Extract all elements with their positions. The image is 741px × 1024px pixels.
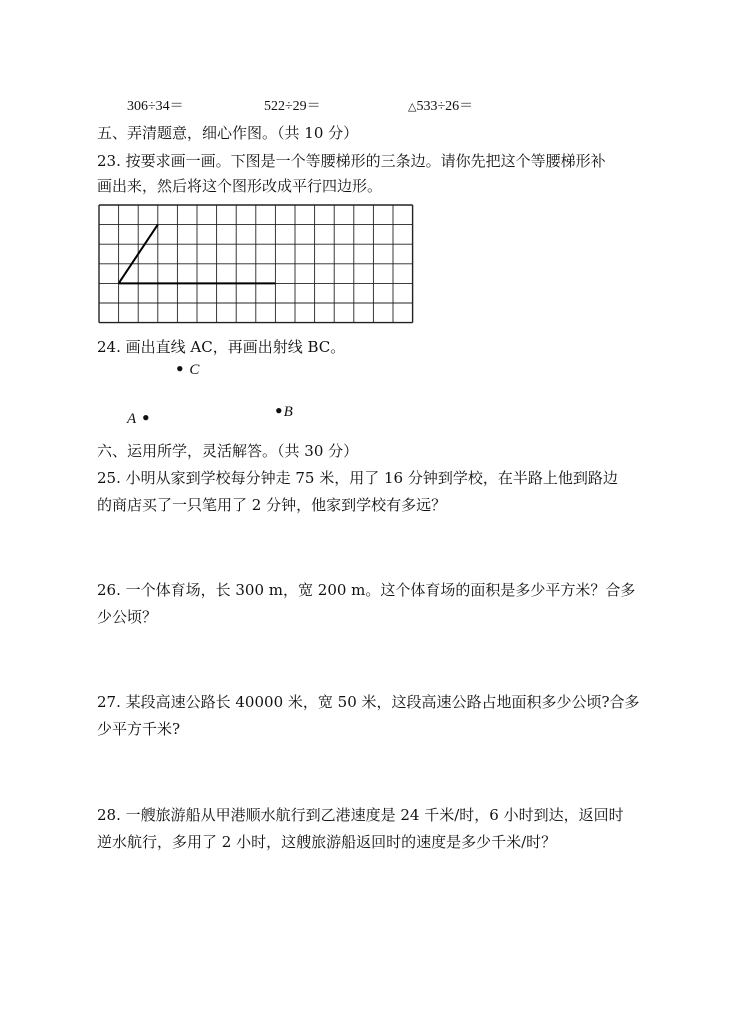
calc-522-div-29: 522÷29＝ (264, 99, 321, 114)
point-b-label: B (283, 404, 293, 420)
point-c (175, 360, 199, 379)
grid-drawing-area[interactable] (97, 203, 415, 327)
section5-title: 五、弄清题意，细心作图。（共 10 分） (97, 124, 359, 142)
q25-text-line1: 25. 小明从家到学校每分钟走 75 米，用了 16 分钟到学校，在半路上他到路边 (97, 469, 618, 487)
point-c-dot: • (175, 360, 185, 378)
q26-text-line1: 26. 一个体育场，长 300 m，宽 200 m。这个体育场的面积是多少平方米？合多 (97, 581, 636, 599)
q27-text-line2: 少平方千米? (97, 720, 181, 738)
q25-text-line2: 的商店买了一只笔用了 2 分钟，他家到学校有多远？ (97, 496, 447, 514)
q28-text-line1: 28. 一艘旅游船从甲港顺水航行到乙港速度是 24 千米/时，6 小时到达，返回时 (97, 806, 624, 824)
q23-text-line2: 画出来，然后将这个图形改成平行四边形。 (97, 177, 383, 195)
calc-306-div-34: 306÷34＝ (127, 99, 184, 114)
point-b-dot: • (274, 402, 284, 420)
q27-text-line1: 27. 某段高速公路长 40000 米，宽 50 米，这段高速公路占地面积多少公顷?合多 (97, 693, 640, 711)
q24-text: 24. 画出直线 AC，再画出射线 BC。 (97, 338, 346, 356)
section6-title: 六、运用所学，灵活解答。（共 30 分） (97, 442, 359, 460)
calc-533-div-26 (408, 95, 473, 115)
point-b (274, 402, 293, 421)
triangle-mark-icon: △ (408, 100, 417, 113)
q28-text-line2: 逆水航行，多用了 2 小时，这艘旅游船返回时的速度是多少千米/时？ (97, 833, 557, 851)
q26-text-line2: 少公顷？ (97, 608, 158, 626)
point-a (127, 409, 151, 428)
calc-533-text: 533÷26＝ (416, 99, 474, 114)
q23-text-line1: 23. 按要求画一画。下图是一个等腰梯形的三条边。请你先把这个等腰梯形补 (97, 152, 606, 170)
point-c-label: C (189, 362, 200, 378)
point-a-label: A (127, 411, 137, 427)
point-a-dot: • (140, 409, 151, 427)
